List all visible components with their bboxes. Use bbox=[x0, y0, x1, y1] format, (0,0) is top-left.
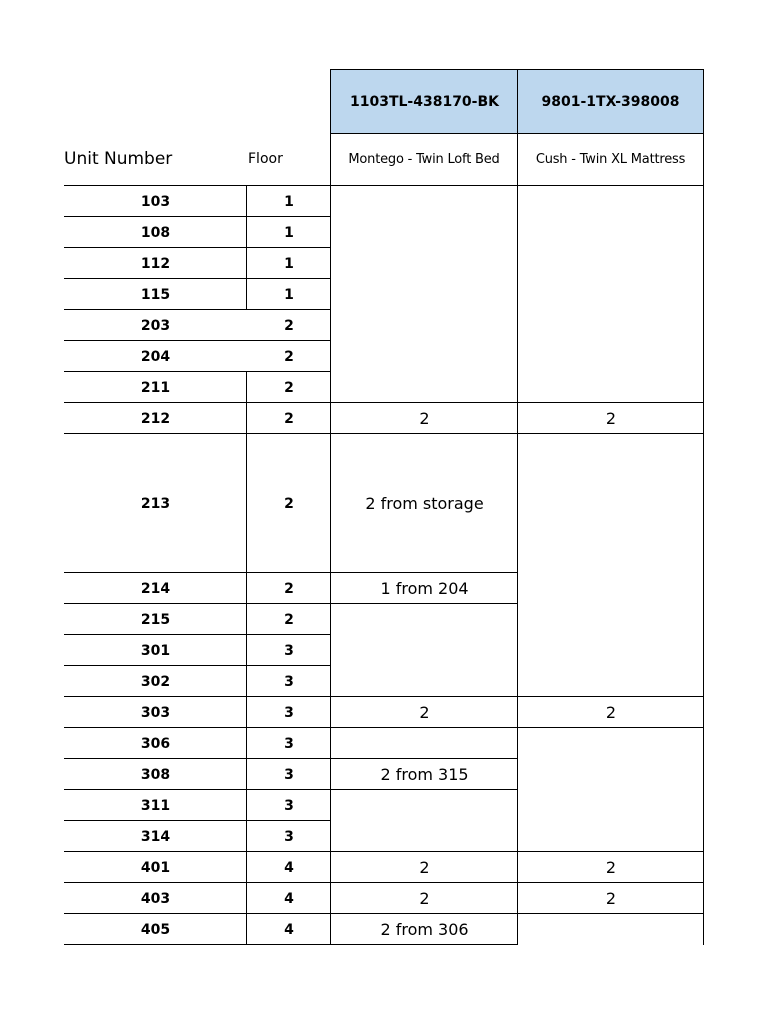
loft-bed-qty-cell: 2 bbox=[419, 703, 430, 722]
unit-number-cell: 303 bbox=[140, 704, 171, 721]
floor-cell: 3 bbox=[284, 642, 294, 659]
unit-number-cell: 115 bbox=[140, 286, 171, 303]
unit-number-cell: 203 bbox=[140, 317, 171, 334]
bed-description-header: Montego - Twin Loft Bed bbox=[348, 151, 500, 167]
floor-cell: 2 bbox=[284, 611, 294, 628]
loft-bed-qty-cell: 2 from 306 bbox=[380, 920, 469, 939]
loft-bed-qty-cell: 1 from 204 bbox=[380, 579, 469, 598]
floor-cell: 3 bbox=[284, 797, 294, 814]
unit-number-cell: 213 bbox=[140, 495, 171, 512]
floor-cell: 2 bbox=[284, 379, 294, 396]
unit-number-cell: 212 bbox=[140, 410, 171, 427]
unit-number-cell: 405 bbox=[140, 921, 171, 938]
unit-number-cell: 308 bbox=[140, 766, 171, 783]
unit-number-cell: 211 bbox=[140, 379, 171, 396]
floor-cell: 3 bbox=[284, 735, 294, 752]
floor-cell: 2 bbox=[284, 410, 294, 427]
unit-number-cell: 108 bbox=[140, 224, 171, 241]
unit-number-cell: 401 bbox=[140, 859, 171, 876]
loft-bed-qty-cell: 2 bbox=[419, 858, 430, 877]
floor-cell: 3 bbox=[284, 673, 294, 690]
unit-number-header: Unit Number bbox=[64, 149, 173, 169]
floor-cell: 2 bbox=[284, 495, 294, 512]
unit-number-cell: 403 bbox=[140, 890, 171, 907]
mattress-qty-cell: 2 bbox=[605, 703, 617, 722]
unit-number-cell: 311 bbox=[140, 797, 171, 814]
loft-bed-qty-cell: 2 from 315 bbox=[380, 765, 469, 784]
floor-cell: 2 bbox=[284, 348, 294, 365]
floor-cell: 1 bbox=[284, 224, 294, 241]
unit-number-cell: 112 bbox=[140, 255, 171, 272]
unit-number-cell: 306 bbox=[140, 735, 171, 752]
unit-number-cell: 215 bbox=[140, 611, 171, 628]
unit-number-cell: 301 bbox=[140, 642, 171, 659]
floor-cell: 3 bbox=[284, 828, 294, 845]
mattress-qty-cell: 2 bbox=[605, 889, 617, 908]
floor-cell: 3 bbox=[284, 766, 294, 783]
mattress-qty-cell: 2 bbox=[605, 858, 617, 877]
floor-cell: 1 bbox=[284, 255, 294, 272]
floor-cell: 1 bbox=[284, 193, 294, 210]
loft-bed-qty-cell: 2 bbox=[419, 889, 430, 908]
mattress-description-header: Cush - Twin XL Mattress bbox=[535, 151, 686, 167]
loft-bed-qty-cell: 2 bbox=[419, 409, 430, 428]
unit-number-cell: 314 bbox=[140, 828, 171, 845]
floor-cell: 2 bbox=[284, 580, 294, 597]
unit-number-cell: 214 bbox=[140, 580, 171, 597]
floor-cell: 4 bbox=[284, 921, 294, 938]
unit-number-cell: 302 bbox=[140, 673, 171, 690]
sku-header-bed: 1103TL-438170-BK bbox=[330, 69, 518, 134]
mattress-qty-cell: 2 bbox=[605, 409, 617, 428]
floor-header: Floor bbox=[248, 151, 283, 167]
unit-number-cell: 204 bbox=[140, 348, 171, 365]
unit-number-cell: 103 bbox=[140, 193, 171, 210]
floor-cell: 4 bbox=[284, 890, 294, 907]
sku-header-mattress: 9801-1TX-398008 bbox=[517, 69, 704, 134]
mattress-column-right-border bbox=[703, 69, 704, 945]
floor-cell: 1 bbox=[284, 286, 294, 303]
loft-bed-qty-cell: 2 from storage bbox=[365, 494, 484, 513]
floor-cell: 3 bbox=[284, 704, 294, 721]
floor-cell: 4 bbox=[284, 859, 294, 876]
floor-cell: 2 bbox=[284, 317, 294, 334]
